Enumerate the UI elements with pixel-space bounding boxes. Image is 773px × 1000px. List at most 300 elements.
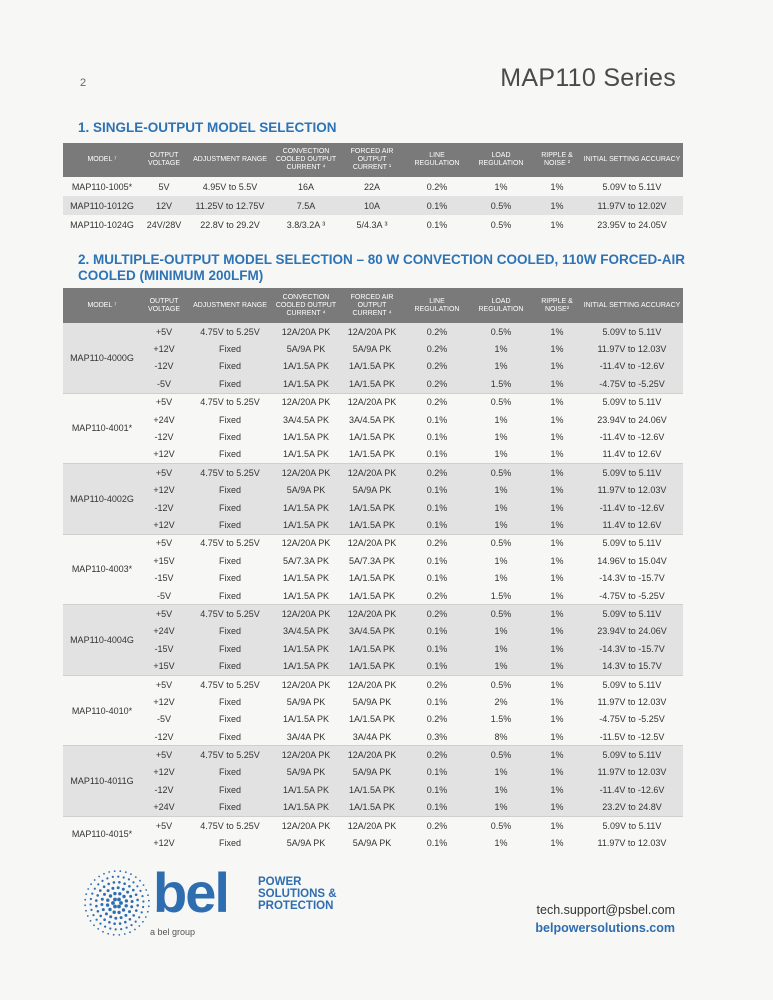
model-group <box>63 534 683 605</box>
logo-dot <box>117 911 120 914</box>
page-number: 2 <box>80 77 87 89</box>
table-cell: 11.97V to 12.02V <box>581 196 683 215</box>
table-cell: 1% <box>469 623 533 640</box>
table-row <box>63 428 683 445</box>
table-cell: -11.4V to -12.6V <box>599 432 665 443</box>
table-cell: -12V <box>141 358 187 375</box>
logo-dot <box>124 914 127 917</box>
table-cell: 5A/9A PK <box>352 838 392 849</box>
table-cell: -5V <box>156 714 171 725</box>
single-output-table <box>63 143 683 234</box>
logo-dot <box>125 899 128 902</box>
logo-dot <box>97 928 99 930</box>
logo-dot <box>111 887 114 890</box>
logo-dot <box>103 885 106 888</box>
logo-dot <box>129 918 132 921</box>
table-cell: Fixed <box>218 414 241 425</box>
logo-dot <box>90 883 92 885</box>
column-header: OUTPUT VOLTAGE <box>141 143 187 177</box>
table-cell: 1A/1.5A PK <box>282 590 330 601</box>
table-cell: 1% <box>533 340 581 357</box>
table-cell: 1% <box>469 764 533 781</box>
table-cell: 0.2% <box>405 605 469 623</box>
table-cell: 0.1% <box>405 516 469 534</box>
table-cell: 0.2% <box>405 393 469 411</box>
table-row <box>63 411 683 428</box>
table-cell: +5V <box>141 464 187 482</box>
table-cell: 5.09V to 5.11V <box>581 816 683 834</box>
table-cell: Fixed <box>187 358 273 375</box>
table-cell: 1% <box>533 623 581 640</box>
table-cell: 3A/4.5A PK <box>339 623 405 640</box>
series-title: MAP110 Series <box>500 64 676 92</box>
logo-dot <box>122 888 125 891</box>
logo-dot <box>148 905 150 907</box>
logo-dot <box>106 899 109 902</box>
logo-dot <box>90 898 92 900</box>
table-row <box>63 446 683 464</box>
tagline-line-1: POWER <box>258 876 302 888</box>
table-cell: 1% <box>550 555 564 566</box>
logo-dot <box>143 884 145 886</box>
table-cell: 1% <box>550 219 564 230</box>
table-cell: 1% <box>550 714 564 725</box>
table-cell: 12A/20A PK <box>339 464 405 482</box>
table-cell: 5A/7.3A PK <box>282 555 330 566</box>
logo-dot <box>102 931 104 933</box>
table-row <box>63 623 683 640</box>
logo-dot <box>84 899 86 901</box>
column-header: FORCED AIR OUTPUT CURRENT ⁴ <box>339 288 405 323</box>
logo-dot <box>113 934 115 936</box>
table-cell: 1.5% <box>469 375 533 393</box>
logo-dot <box>103 918 106 921</box>
table-cell: Fixed <box>187 657 273 675</box>
logo-dot <box>106 877 108 879</box>
table-cell: +5V <box>141 816 187 834</box>
logo-dot <box>128 885 131 888</box>
table-cell: Fixed <box>187 799 273 817</box>
table-cell: 1% <box>550 449 564 460</box>
table-cell: -5V <box>156 590 171 601</box>
table-cell: 3A/4.5A PK <box>273 623 339 640</box>
table-cell: 5A/9A PK <box>273 340 339 357</box>
table-cell: 0.2% <box>405 464 469 482</box>
model-name-cell: MAP110-4010* <box>63 675 141 746</box>
table-cell: 1% <box>550 696 564 707</box>
table-cell: 0.1% <box>426 555 448 566</box>
table-cell: 1A/1.5A PK <box>339 640 405 657</box>
table-cell: +12V <box>141 516 187 534</box>
logo-dot <box>142 906 144 908</box>
logo-dot <box>109 894 112 897</box>
model-group <box>63 675 683 746</box>
table-cell: 0.1% <box>405 196 469 215</box>
table-cell: 0.2% <box>405 323 469 340</box>
table-row <box>63 764 683 781</box>
table-cell: 1% <box>494 838 508 849</box>
table-cell: +12V <box>153 838 175 849</box>
table-cell: 0.1% <box>426 414 448 425</box>
logo-dot <box>125 871 127 873</box>
table-row <box>63 693 683 710</box>
logo-dot <box>122 895 125 898</box>
column-header: LOAD REGULATION <box>469 143 533 177</box>
column-header: CONVECTION COOLED OUTPUT CURRENT ⁴ <box>273 143 339 177</box>
logo-dot <box>132 881 134 883</box>
table-cell: 0.2% <box>426 714 448 725</box>
logo-dot <box>120 928 122 930</box>
table-cell: 12V <box>141 196 187 215</box>
logo-dot <box>113 892 116 895</box>
logo-dot <box>120 916 123 919</box>
logo-dot <box>142 900 144 902</box>
table-cell: 12A/20A PK <box>339 816 405 834</box>
table-cell: 1A/1.5A PK <box>282 449 330 460</box>
logo-dot <box>97 883 99 885</box>
table-cell: 0.5% <box>469 464 533 482</box>
table-row <box>63 482 683 499</box>
table-cell: 0.1% <box>426 838 448 849</box>
bel-logo-text: bel <box>153 861 228 924</box>
table-cell: +12V <box>141 340 187 357</box>
table-cell: 12A/20A PK <box>273 675 339 693</box>
table-cell: 1A/1.5A PK <box>348 449 396 460</box>
tagline-line-3: PROTECTION <box>258 900 334 912</box>
table-cell: 12A/20A PK <box>339 675 405 693</box>
website-link[interactable]: belpowersolutions.com <box>535 921 675 935</box>
logo-dot <box>109 927 111 929</box>
logo-dot <box>118 892 121 895</box>
table-cell: Fixed <box>218 714 241 725</box>
logo-dot <box>85 910 87 912</box>
section1-title: 1. SINGLE-OUTPUT MODEL SELECTION <box>78 120 337 135</box>
table-row <box>63 464 683 482</box>
logo-dot <box>95 905 98 908</box>
table-cell: 5/4.3A ³ <box>356 219 388 230</box>
table-cell: 1A/1.5A PK <box>273 657 339 675</box>
table-cell: 0.2% <box>405 375 469 393</box>
table-cell: Fixed <box>218 555 241 566</box>
table-cell: 12A/20A PK <box>339 746 405 764</box>
table-cell: 1% <box>469 499 533 516</box>
table-cell: 1% <box>494 414 508 425</box>
logo-dot <box>117 905 121 909</box>
logo-dot <box>119 922 122 925</box>
table-cell: 1% <box>533 516 581 534</box>
table-cell: 1% <box>550 731 564 742</box>
table-cell: 3.8/3.2A ³ <box>286 219 326 230</box>
table-row <box>63 605 683 623</box>
table-cell: 23.94V to 24.06V <box>581 623 683 640</box>
logo-dot <box>123 876 125 878</box>
table-cell: MAP110-1005* <box>71 181 133 192</box>
table-cell: 1% <box>533 464 581 482</box>
table-cell: 1% <box>550 181 564 192</box>
logo-dot <box>107 889 110 892</box>
table-cell: 5A/9A PK <box>286 838 326 849</box>
logo-dot <box>94 879 96 881</box>
table-cell: 1% <box>533 675 581 693</box>
logo-dot <box>142 921 144 923</box>
table-cell: 14.96V to 15.04V <box>597 555 667 566</box>
table-cell: +12V <box>141 482 187 499</box>
logo-dot <box>129 931 131 933</box>
table-cell: 16A <box>297 181 314 192</box>
table-cell: 22.8V to 29.2V <box>200 219 260 230</box>
model-name-cell: MAP110-4001* <box>63 393 141 464</box>
logo-dot <box>147 911 149 913</box>
multiple-output-table <box>63 288 683 852</box>
table-cell: -14.3V to -15.7V <box>599 573 665 584</box>
table-cell: 5V <box>158 181 170 192</box>
table-cell: +5V <box>141 746 187 764</box>
table-cell: 0.5% <box>469 746 533 764</box>
table-cell: 5A/9A PK <box>339 340 405 357</box>
table-cell: 5.09V to 5.11V <box>581 746 683 764</box>
tagline <box>258 876 337 912</box>
table-cell: 0.5% <box>469 816 533 834</box>
logo-dot <box>114 870 116 872</box>
logo-dot <box>112 876 114 878</box>
table-cell: 1% <box>533 323 581 340</box>
table-cell: 1% <box>533 196 581 215</box>
table-cell: -15V <box>154 573 174 584</box>
table-cell: 12A/20A PK <box>339 605 405 623</box>
logo-dot <box>132 914 135 917</box>
table-cell: 0.1% <box>405 482 469 499</box>
logo-dot <box>94 888 96 890</box>
table-cell: 1% <box>533 605 581 623</box>
table-row <box>63 799 683 817</box>
table-cell: -12V <box>154 731 174 742</box>
logo-dot <box>107 933 109 935</box>
logo-dot <box>90 909 92 911</box>
logo-dot <box>84 904 86 906</box>
table-cell: -12V <box>154 432 174 443</box>
model-group <box>63 816 683 851</box>
table-cell: 5A/9A PK <box>339 482 405 499</box>
logo-dot <box>113 911 116 914</box>
table-cell: 24V/28V <box>146 219 182 230</box>
table-cell: 5A/9A PK <box>273 764 339 781</box>
section2-title: 2. MULTIPLE-OUTPUT MODEL SELECTION – 80 W CONVECTION COOLED, 110W FORCED-AIR COOLED (MINIMUM 200LFM) <box>78 252 686 283</box>
table-cell: Fixed <box>187 781 273 798</box>
table-cell: 11.97V to 12.03V <box>597 696 667 707</box>
table-cell: 3A/4A PK <box>352 731 392 742</box>
table-cell: 2% <box>494 696 508 707</box>
table-cell: 1% <box>533 482 581 499</box>
model-name-cell: MAP110-4002G <box>63 464 141 535</box>
logo-dot <box>106 903 109 906</box>
table-cell: 22A <box>363 181 380 192</box>
table-row <box>63 358 683 375</box>
support-email-link[interactable]: tech.support@psbel.com <box>536 903 675 917</box>
model-group <box>63 393 683 464</box>
table-cell: 1% <box>494 181 508 192</box>
table-cell: +12V <box>153 449 175 460</box>
model-group <box>63 323 683 393</box>
table-row <box>63 816 683 834</box>
table-cell: 3A/4.5A PK <box>282 414 330 425</box>
table-cell: +5V <box>141 605 187 623</box>
logo-dot <box>145 916 147 918</box>
table-cell: Fixed <box>187 516 273 534</box>
table-cell: -12V <box>141 781 187 798</box>
logo-dot <box>99 923 101 925</box>
table-cell: 12A/20A PK <box>339 534 405 552</box>
bel-logo-icon <box>82 868 152 938</box>
table-cell: 1A/1.5A PK <box>339 781 405 798</box>
table-cell: 1% <box>533 764 581 781</box>
logo-dot <box>108 871 110 873</box>
column-header: LINE REGULATION <box>405 288 469 323</box>
logo-dot <box>87 888 89 890</box>
logo-dot <box>113 905 117 909</box>
table-cell: Fixed <box>218 731 241 742</box>
column-header: LINE REGULATION <box>405 143 469 177</box>
logo-dot <box>107 883 110 886</box>
logo-dot <box>130 873 132 875</box>
model-name-cell: MAP110-4003* <box>63 534 141 605</box>
table-cell: 7.5A <box>273 196 339 215</box>
table-cell: Fixed <box>187 499 273 516</box>
table-cell: 12A/20A PK <box>273 816 339 834</box>
table-cell: 1A/1.5A PK <box>273 375 339 393</box>
model-group <box>63 605 683 676</box>
logo-dot <box>109 915 112 918</box>
table-row <box>63 781 683 798</box>
table-row <box>63 640 683 657</box>
model-group <box>63 464 683 535</box>
table-row <box>63 375 683 393</box>
table-cell: -11.4V to -12.6V <box>581 358 683 375</box>
logo-dot <box>124 921 127 924</box>
logo-dot <box>123 882 126 885</box>
table-cell: Fixed <box>218 838 241 849</box>
table-cell: 1A/1.5A PK <box>282 432 330 443</box>
table-cell: 0.1% <box>405 764 469 781</box>
column-header: LOAD REGULATION <box>469 288 533 323</box>
logo-dot <box>139 880 141 882</box>
logo-dot <box>126 927 128 929</box>
table-cell: 1% <box>533 657 581 675</box>
column-header: RIPPLE & NOISE² <box>533 288 581 323</box>
table-cell: 4.75V to 5.25V <box>187 464 273 482</box>
tagline-line-2: SOLUTIONS & <box>258 888 337 900</box>
model-name-cell: MAP110-4004G <box>63 605 141 676</box>
logo-dot <box>99 889 102 892</box>
table-cell: -4.75V to -5.25V <box>581 375 683 393</box>
table-cell: +12V <box>153 696 175 707</box>
table-cell: Fixed <box>218 573 241 584</box>
table-cell: 3A/4.5A PK <box>348 414 396 425</box>
table-cell: 1% <box>533 781 581 798</box>
table-cell: 12A/20A PK <box>273 323 339 340</box>
logo-dot <box>91 893 93 895</box>
column-header: MODEL ⁷ <box>63 143 141 177</box>
table-cell: 23.2V to 24.8V <box>581 799 683 817</box>
logo-dot <box>126 891 129 894</box>
table-cell: 11.97V to 12.03V <box>581 340 683 357</box>
table-cell: -11.4V to -12.6V <box>581 781 683 798</box>
table-cell: 1A/1.5A PK <box>339 799 405 817</box>
table-cell: 1% <box>533 393 581 411</box>
table-cell: 5A/9A PK <box>339 764 405 781</box>
table-cell: 0.2% <box>405 534 469 552</box>
table-cell: 1A/1.5A PK <box>348 714 396 725</box>
table-row <box>63 657 683 675</box>
table-cell: 1% <box>533 375 581 393</box>
table-cell: 1% <box>533 816 581 834</box>
table-cell: 4.75V to 5.25V <box>187 393 273 411</box>
table-cell: 12A/20A PK <box>339 323 405 340</box>
table-cell: 0.1% <box>426 449 448 460</box>
table-cell: 23.94V to 24.06V <box>597 414 667 425</box>
logo-dot <box>98 876 100 878</box>
logo-dot <box>93 924 95 926</box>
table-cell: 5A/9A PK <box>273 482 339 499</box>
table-cell: 5.09V to 5.11V <box>581 323 683 340</box>
table-cell: Fixed <box>187 764 273 781</box>
logo-dot <box>129 895 132 898</box>
table-cell: 0.3% <box>426 731 448 742</box>
table-cell: 5.09V to 5.11V <box>602 181 662 192</box>
table-cell: 1% <box>533 499 581 516</box>
model-group <box>63 746 683 817</box>
table-cell: 1% <box>533 746 581 764</box>
table-cell: 1% <box>469 516 533 534</box>
logo-dot <box>90 920 92 922</box>
table-cell: 12A/20A PK <box>273 534 339 552</box>
table-row <box>63 587 683 605</box>
logo-dot <box>103 893 106 896</box>
table-cell: 0.1% <box>405 640 469 657</box>
table-cell: 5.09V to 5.11V <box>581 393 683 411</box>
logo-dot <box>85 893 87 895</box>
table-cell: -14.3V to -15.7V <box>581 640 683 657</box>
column-header: CONVECTION COOLED OUTPUT CURRENT ⁴ <box>273 288 339 323</box>
table-cell: Fixed <box>187 340 273 357</box>
table-cell: 1% <box>550 414 564 425</box>
table-cell: 1% <box>469 340 533 357</box>
table-cell: 23.95V to 24.05V <box>597 219 667 230</box>
table-cell: 4.75V to 5.25V <box>187 605 273 623</box>
table-cell: -11.4V to -12.6V <box>581 499 683 516</box>
model-name-cell: MAP110-4011G <box>63 746 141 817</box>
table-cell: Fixed <box>187 640 273 657</box>
logo-dot <box>87 915 89 917</box>
logo-dot <box>128 910 131 913</box>
logo-dot <box>131 900 134 903</box>
logo-dot <box>122 908 125 911</box>
table-cell: Fixed <box>218 590 241 601</box>
table-cell: +5V <box>141 393 187 411</box>
logo-dot <box>117 898 121 902</box>
table-cell: 1A/1.5A PK <box>339 499 405 516</box>
table-cell: 5A/9A PK <box>286 696 326 707</box>
logo-dot <box>96 894 99 897</box>
table-cell: 1A/1.5A PK <box>339 516 405 534</box>
logo-dot <box>102 908 105 911</box>
table-cell: 0.1% <box>426 219 448 230</box>
table-cell: +24V <box>153 414 175 425</box>
table-cell: 1% <box>533 534 581 552</box>
logo-dot <box>95 899 98 902</box>
logo-dot <box>135 893 138 896</box>
table-cell: 1A/1.5A PK <box>273 358 339 375</box>
table-cell: 11.97V to 12.03V <box>597 838 667 849</box>
